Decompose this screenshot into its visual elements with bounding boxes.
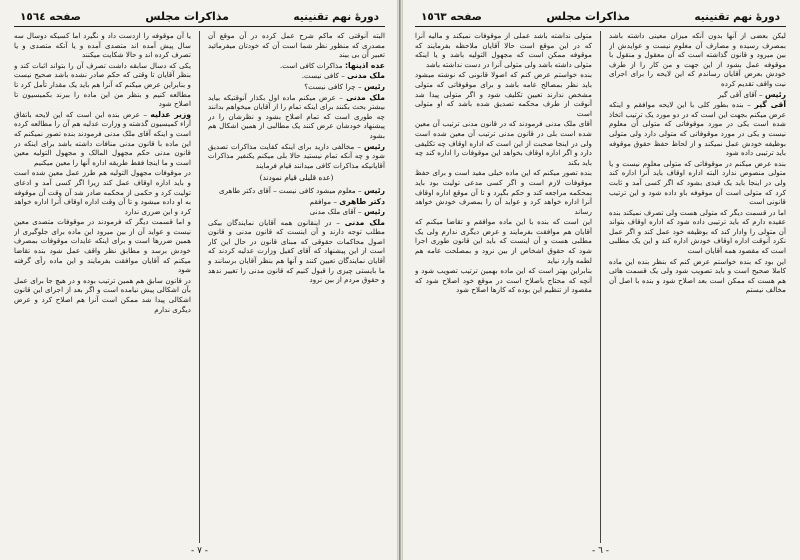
speech-text: – چرا کافی نیست؟ bbox=[304, 81, 362, 91]
left-page-number: - ٧ - bbox=[190, 546, 209, 556]
paragraph bbox=[208, 93, 385, 141]
left-header-period: دورهٔ نهم تقنینیه bbox=[293, 10, 379, 23]
paragraph: لیکن بعضی از آنها بدون آنکه میزان معینی داشته باشد بمصرف رسیده و مصارف آن معلوم نیست و عوایدش از بین میرود و قانون گذاشته است که آن معقول و منقول با موقوفه عمل بشود از این جهت و من کار را از طرف خودش بعرض آقایان رساندم که این لایحه را برای اجرای نیت واقف تقدیم کرده bbox=[609, 31, 786, 88]
speech-text: مذاکرات کافی است. bbox=[279, 60, 343, 70]
speaker-name: رئیس bbox=[363, 141, 385, 151]
speaker-name: رئیس bbox=[363, 81, 385, 91]
procedural-note: (عده قلیلی قیام نمودند) bbox=[259, 173, 334, 183]
speech-text: – آقای آقی گیر bbox=[717, 89, 763, 99]
paragraph bbox=[208, 82, 385, 92]
paragraph: بنده تصور میکنم که این ماده خیلی مفید است و برای حفظ موقوفات لازم است و اگر کسی مدعی تولیت بود باید بمحکمه مراجعه کند و حکم بگیرد و تا آن موقع اداره اوقاف آنرا اداره خواهد کرد و عواید آن را بمصرف خودش خواهد رساند bbox=[415, 168, 592, 216]
left-page-column-right bbox=[208, 31, 385, 543]
paragraph bbox=[14, 110, 191, 168]
right-page-number: - ٦ - bbox=[591, 546, 610, 556]
speech-text: – عرض میکنم ماده اول بکذار آنوقتیکه بیاید بیشتر بحث بکنند برای اینکه تمام را از آقایان میخواهم بدانند چه طوری است که تمام اصلاح بشود و نظرشان را در پیشنهاد خودشان عرض کنند یک مطالبی از همین اشکال هم بشود bbox=[208, 92, 385, 140]
paragraph bbox=[609, 90, 786, 100]
left-header-title: مذاکرات مجلس bbox=[145, 10, 229, 23]
paragraph bbox=[208, 61, 385, 71]
paragraph: یکی که دسال سابقه داشت تصرف آن را بتواند اثبات کند و بنظر آقایان تا وقتی که حکم صادر نشده باشد صحیح نیست و بنابراین عرض میکنم که آنرا هم باید یک مقدار تأمل کرد تا مطالعه کنیم و بنظر من این ماده را ببرند بکمیسیون تا اصلاح شود bbox=[14, 60, 191, 109]
paragraph bbox=[208, 207, 385, 217]
paragraph bbox=[208, 71, 385, 81]
paragraph bbox=[208, 186, 385, 196]
speaker-name: رئیس bbox=[764, 89, 786, 99]
left-header-session: صفحه ١٥٦٤ bbox=[20, 10, 81, 23]
speech-text: – معلوم میشود کافی نیست – آقای دکتر طاهری bbox=[218, 185, 362, 195]
paragraph: اما در قسمت دیگر که متولی هست ولی تصرف نمیکند بنده عقیده دارم که باید ترتیبی داده شود که اداره اوقاف بتواند آن متولی را وادار کند که بوظیفه خود عمل کند و اگر عمل نکرد آنوقت اداره اوقاف خودش اداره کند و این یک مطلبی است که مقصود همه آقایان است bbox=[609, 207, 786, 256]
paragraph bbox=[208, 218, 385, 285]
paragraph: این است که بنده با این ماده موافقم و تقاضا میکنم که آقایان هم موافقت بفرمایند و عرض دیگری ندارم ولی یک مطلبی هست و آن اینست که باید این قانون طوری اجرا شود که حقوق اشخاص از بین نرود و بمصلحت عامه هم لطمه وارد نیاید bbox=[415, 217, 592, 265]
paragraph: آقای ملک مدنی فرمودند که در قانون مدنی ترتیب آن معین شده است بلی در قانون مدنی ترتیب آن معین شده است ولی در اینجا صحبت از این است که اداره اوقاف چه تکلیفی دارد و اگر اداره اوقاف بخواهد این موقوفات را اداره کند چه باید بکند bbox=[415, 119, 592, 167]
speaker-name: ملک مدنی bbox=[347, 71, 385, 81]
column-divider bbox=[199, 31, 200, 543]
paragraph bbox=[208, 197, 385, 207]
left-page-columns bbox=[14, 31, 385, 543]
paragraph: این بود که بنده خواستم عرض کنم که بنظر بنده این ماده کاملا صحیح است و باید تصویب شود ولی یک قسمت هائی هم هست که ممکن است بعد اصلاح شود و بنده با اصل آن مخالف نیستم bbox=[609, 256, 786, 295]
speaker-name: عده اذینها: bbox=[344, 60, 385, 70]
paragraph: و اما قسمت دیگر که فرمودند در موقوفات متصدی معین نیست و عواید آن از بین میرود این ماده برای جلوگیری از همین ضررها است و برای اینکه عایدات موقوفات بمصرف خودش برسد و مطابق نظر واقف عمل شود بنده تقاضا میکنم که آقایان موافقت بفرمایند و این ماده رأی گرفته شود bbox=[14, 217, 191, 275]
paragraph: بنابراین بهتر است که این ماده بهمین ترتیب تصویب شود و آنچه که محتاج باصلاح است در موقع خود اصلاح شود که مقصود از تنظیم این بوده که کارها اصلاح شود bbox=[415, 266, 592, 295]
paragraph: یا آن موقوفه را ازدست داد و نگیرد اما کسیکه دوسال سه سال پیش آمده اند متصدی آمده و یا آنکه متصدی و یا تصرف کرده اند و حالا شکایت میکنند bbox=[14, 31, 191, 60]
speech-text: – در اینقانون همه آقایان نمایندگان بیکی مطلب توجه دارند و آن اینست که قانون مدنی و قانون اصول محاکمات حقوقی که مبنای قانون در حال این کار است از این پیشنهاد که آقای کفیل وزارت عدلیه کردند که آقایان نمایندگان تعیین کنند و آنها هم بنظر آقایان برسانند و ما بایستی چیزی را قبول کنیم که قانون مدنی را تغییر ندهد و حقوق مردم از بین نرود bbox=[208, 217, 385, 285]
paragraph bbox=[609, 100, 786, 158]
right-header-title: مذاکرات مجلس bbox=[546, 10, 630, 23]
paragraph: در قانون سابق هم همین ترتیب بوده و در هیچ جا برای عمل بآن اشکالی پیش نیامده است و اگر بعد از اجرای این قانون اشکالی پیدا شد ممکن است آنرا هم اصلاح کرد و عرض دیگری ندارم bbox=[14, 275, 191, 314]
speech-text: – کافی نیست. bbox=[301, 71, 345, 81]
right-page-columns bbox=[415, 31, 786, 543]
right-page-header bbox=[415, 8, 786, 27]
book-gutter bbox=[397, 0, 403, 560]
speaker-name: دکتر طاهری bbox=[339, 196, 385, 206]
paragraph: بنده عرض میکنم در موقوفاتی که متولی معلوم نیست و یا متولی منصوص ندارد البته اداره اوقاف باید آنرا اداره کند ولی در اینجا باید یک قیدی بشود که اگر کسی آمد و ثابت کرد که متولی است آن موقوفه باو داده شود و این ترتیب قانونی است bbox=[609, 158, 786, 207]
paragraph: البته آنوقتی که ماکم شرح عمل کرده در آن موقع آن مصدری که منظور نظر شما است آن که خودتان میفرمائید تعبیر آن بی بیند bbox=[208, 31, 385, 60]
right-header-period: دورهٔ نهم تقنینیه bbox=[694, 10, 780, 23]
speaker-name: آقی گیر bbox=[754, 100, 786, 110]
paragraph: بنده خواستم عرض کنم که اصولا قانونی که نوشته میشود باید نظر بمصالح عامه باشد و برای موقوفاتی که متولی مشخص ندارند تعیین تکلیف شود و اگر متولی پیدا شد آنوقت از طرف محکمه تصدیق شده باشد که او متولی است bbox=[415, 70, 592, 118]
speaker-name: وزیر عدلیه bbox=[150, 109, 191, 119]
speaker-name: رئیس bbox=[363, 207, 385, 217]
speech-text: – مخالفی دارید برای اینکه کفایت مذاکرات تصدیق شود و چه آنکه تمام نیستید حالا بلی میکنم یکنفیر مذاکرات آقایانیکه مذاکرات کافی میدانند قیام فرمایند bbox=[208, 141, 385, 170]
speech-text: – موافقم bbox=[309, 196, 337, 206]
right-page bbox=[400, 0, 800, 560]
column-divider bbox=[600, 31, 601, 543]
paragraph bbox=[208, 142, 385, 171]
speaker-name: ملک مدنی bbox=[346, 92, 385, 102]
speaker-name: رئیس bbox=[363, 185, 385, 195]
speech-text: – عرض بنده این است که این لایحه باتفاق آراء کمیسیون گذشته و وزارت عدلیه هم آن را مطالعه کرده است و اینکه آقای ملک مدنی فرمودند بنده تصور نمیکنم که این ماده با قانون مدنی منافات داشته باشد برای اینکه در قانون مدنی حکم مجهول المالک و مجهول التولیه معین است و ما اینجا فقط طریقه اداره آنها را معین میکنیم bbox=[14, 109, 191, 167]
right-page-column-right bbox=[609, 31, 786, 543]
left-page-column-left bbox=[14, 31, 191, 543]
paragraph: در موقوفات مجهول التولیه هم طرز عمل معین شده است و باید اداره اوقاف عمل کند زیرا اگر کسی آمد و ادعای تولیت کرد و حکمی از محکمه صادر شد آن وقت آن موقوفه به او داده میشود و تا آن وقت اداره اوقاف آنرا اداره خواهد کرد و این ضرری ندارد bbox=[14, 168, 191, 216]
paragraph: متولی نداشته باشد عملی از موقوفات نمیکند و مالیه آنرا که در این موقع است حالا آقایان ملاحظه بفرمایند که موقوفه ممکن است که مجهول التولیه باشد و یا اینکه متولی داشته باشد ولی متولی آنرا در دست نداشته باشد bbox=[415, 31, 592, 69]
right-header-session: صفحه ١٥٦٣ bbox=[421, 10, 482, 23]
right-page-column-left bbox=[415, 31, 592, 543]
speaker-name: ملک مدنی bbox=[344, 217, 385, 227]
speech-text: – آقای ملک مدنی bbox=[309, 207, 362, 217]
speech-text: – بنده بطور کلی با این لایحه موافقم و اینکه عرض میکنم بجهت این است که در دو مورد یک ترتیب اتخاذ شده است یکی در مورد موقوفاتی که متولی آن معلوم نیست و یکی در مورد موقوفاتی که متولی دارد ولی متولی بوظیفه خودش عمل نمیکند و از لحاظ حفظ حقوق موقوفه باید ترتیبی داده شود bbox=[609, 100, 786, 158]
left-page-header bbox=[14, 8, 385, 27]
